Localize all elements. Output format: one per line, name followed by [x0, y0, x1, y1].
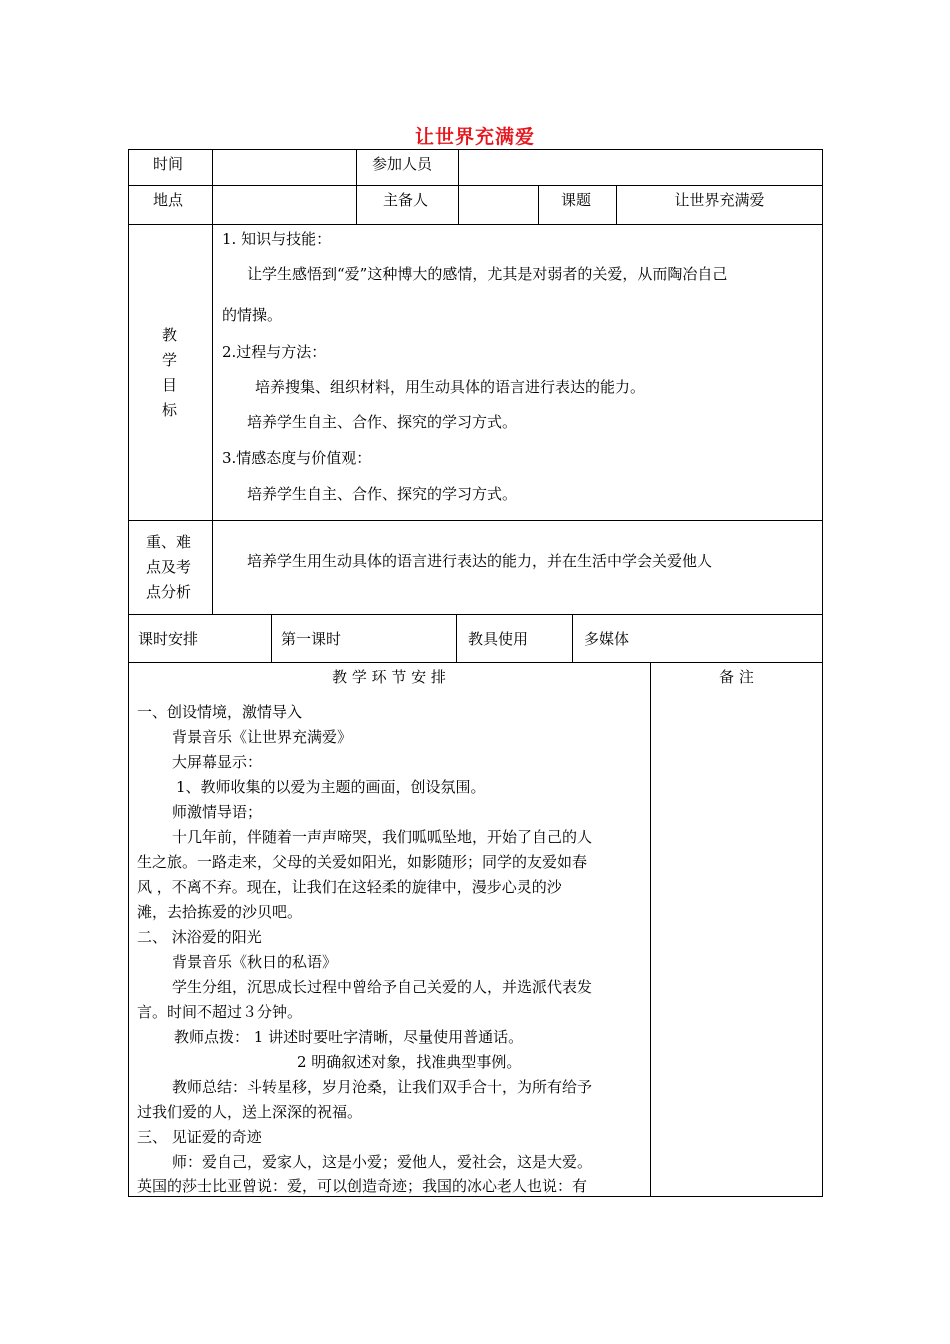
col-divider — [456, 614, 457, 662]
objectives-label-char: 教 — [162, 326, 178, 344]
time-label: 时间 — [153, 155, 184, 173]
topic-label: 课题 — [561, 191, 592, 209]
procedure-line: 三、 见证爱的奇迹 — [137, 1128, 262, 1146]
col-divider — [212, 149, 213, 224]
row-divider — [128, 662, 823, 663]
procedure-line: 二、 沐浴爱的阳光 — [137, 928, 262, 946]
period-label: 课时安排 — [138, 630, 199, 648]
row-divider — [128, 614, 823, 615]
objectives-label-char: 目 — [162, 376, 178, 394]
procedure-line: 大屏幕显示： — [172, 753, 263, 771]
objective-line: 1. 知识与技能： — [222, 230, 332, 248]
key-points-text: 培养学生用生动具体的语言进行表达的能力，并在生活中学会关爱他人 — [247, 552, 713, 570]
lead-label: 主备人 — [383, 191, 429, 209]
objective-line: 培养学生自主、合作、探究的学习方式。 — [247, 485, 518, 503]
document-title: 让世界充满爱 — [414, 126, 535, 148]
col-divider — [212, 224, 213, 614]
objective-line: 培养搜集、组织材料，用生动具体的语言进行表达的能力。 — [255, 378, 646, 396]
key-points-label: 点及考 — [146, 558, 192, 576]
notes-header: 备 注 — [719, 668, 754, 686]
procedure-line: 学生分组，沉思成长过程中曾给予自己关爱的人，并选派代表发 — [172, 978, 593, 996]
objectives-label-char: 学 — [162, 351, 178, 369]
procedure-line: 1、教师收集的以爱为主题的画面，创设氛围。 — [176, 778, 486, 796]
row-divider — [128, 185, 823, 186]
col-divider — [538, 185, 539, 224]
row-divider — [128, 224, 823, 225]
procedure-line: 滩，去拾拣爱的沙贝吧。 — [137, 903, 303, 921]
objectives-label-char: 标 — [162, 401, 178, 419]
col-divider — [271, 614, 272, 662]
procedure-line: 生之旅。一路走来，父母的关爱如阳光，如影随形；同学的友爱如春 — [137, 853, 588, 871]
participants-label: 参加人员 — [372, 155, 433, 173]
key-points-label: 点分析 — [146, 583, 192, 601]
period-value: 第一课时 — [281, 630, 342, 648]
procedure-line: 风 ，不离不弃。现在，让我们在这轻柔的旋律中，漫步心灵的沙 — [137, 878, 562, 896]
tools-label: 教具使用 — [468, 630, 529, 648]
procedure-line: 背景音乐《秋日的私语》 — [172, 953, 338, 971]
row-divider — [128, 520, 823, 521]
procedure-line: 背景音乐《让世界充满爱》 — [172, 728, 353, 746]
col-divider — [458, 149, 459, 224]
procedure-line: 师：爱自己，爱家人，这是小爱；爱他人，爱社会，这是大爱。 — [172, 1153, 593, 1171]
col-divider — [650, 662, 651, 1197]
procedure-line: 过我们爱的人，送上深深的祝福。 — [137, 1103, 363, 1121]
procedure-line: 师激情导语； — [172, 803, 263, 821]
procedure-line: 一、创设情境，激情导入 — [137, 703, 303, 721]
objective-line: 让学生感悟到“爱”这种博大的感情，尤其是对弱者的关爱，从而陶冶自己 — [247, 265, 728, 283]
objective-line: 的情操。 — [222, 306, 283, 324]
procedure-header: 教 学 环 节 安 排 — [332, 668, 446, 686]
place-label: 地点 — [153, 191, 184, 209]
objective-line: 培养学生自主、合作、探究的学习方式。 — [247, 413, 518, 431]
col-divider — [356, 149, 357, 224]
key-points-label: 重、难 — [146, 533, 192, 551]
col-divider — [572, 614, 573, 662]
procedure-line: 教师总结：斗转星移，岁月沧桑，让我们双手合十，为所有给予 — [172, 1078, 593, 1096]
procedure-line: 教师点拨： 1 讲述时要吐字清晰，尽量使用普通话。 — [174, 1028, 524, 1046]
topic-value: 让世界充满爱 — [674, 191, 765, 209]
objective-line: 2.过程与方法： — [222, 343, 327, 361]
tools-value: 多媒体 — [584, 630, 630, 648]
procedure-line: 言。时间不超过３分钟。 — [137, 1003, 303, 1021]
procedure-line: 十几年前，伴随着一声声啼哭，我们呱呱坠地，开始了自己的人 — [172, 828, 593, 846]
procedure-line: 英国的莎士比亚曾说：爱，可以创造奇迹；我国的冰心老人也说：有 — [137, 1177, 588, 1195]
objective-line: 3.情感态度与价值观： — [222, 449, 372, 467]
procedure-line: 2 明确叙述对象，找准典型事例。 — [297, 1053, 522, 1071]
